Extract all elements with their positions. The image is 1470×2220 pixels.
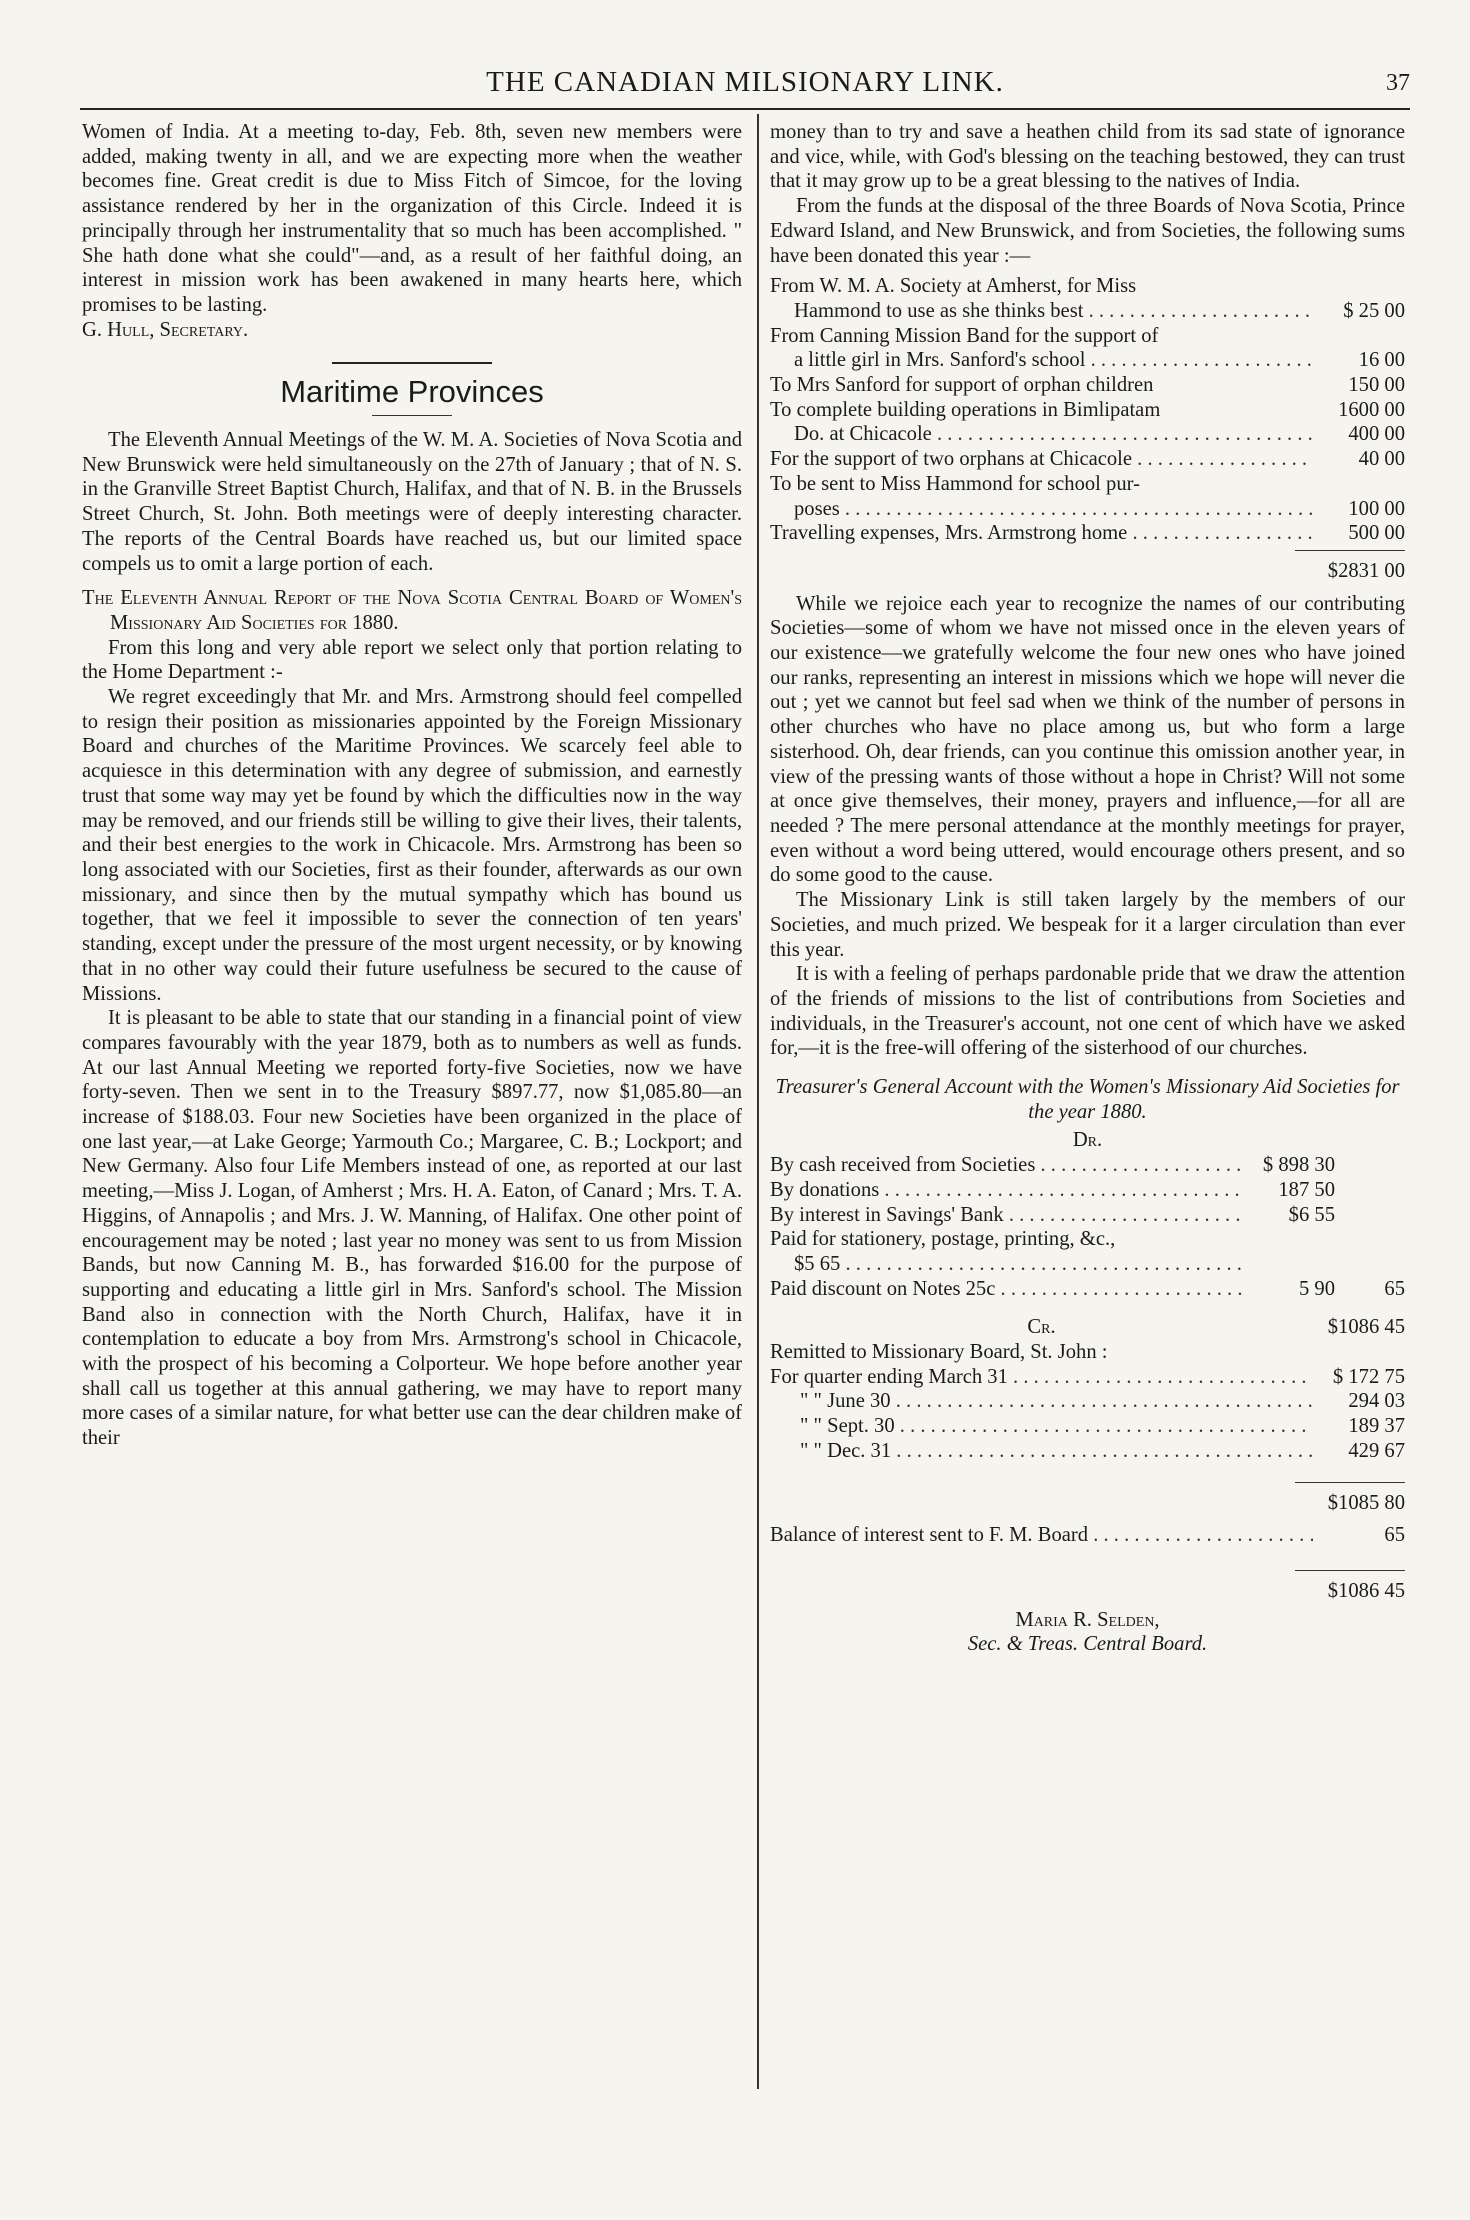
paragraph-report-intro: From this long and very able report we select only that portion relating to the Home Department :- xyxy=(82,636,742,684)
donation-row: poses . . . 100 00 xyxy=(770,497,1405,522)
debit-row: By interest in Savings' Bank . . . $6 55 xyxy=(770,1203,1405,1228)
grand-total: $1086 45 xyxy=(1327,1579,1405,1602)
running-title: THE CANADIAN MILSIONARY LINK. xyxy=(486,66,1004,98)
subtotal-rule xyxy=(1295,1482,1405,1483)
donation-row: To complete building operations in Bimlipatam 1600 00 xyxy=(770,398,1405,421)
debit-list xyxy=(770,1153,1405,1301)
donations-total: $2831 00 xyxy=(1327,559,1405,582)
quarters-list xyxy=(770,1365,1405,1464)
paragraph-rejoice: While we rejoice each year to recognize the names of our contributing Societies—some of whom we have not missed once in the eleven years of our existence—we gratefully welcome the four new ones who have joined our ranks, representing an interest in missions which we hope will never die out ; yet we cannot but feel sad when we think of the number of persons in other churches who have no place among us, but who form a large sisterhood. Oh, dear friends, can you continue this omission another year, in view of the pressing wants of those without a hope in Christ? Will not some at once give themselves, their money, prayers and influence,—for all are needed ? The mere personal attendance at the monthly meetings for prayer, even without a word being uttered, would encourage others present, and so do some good to the cause. xyxy=(770,592,1405,887)
donation-row: a little girl in Mrs. Sanford's school . . . 16 00 xyxy=(770,348,1405,373)
paragraph-money: money than to try and save a heathen child from its sad state of ignorance and vice, while, with God's blessing on the teaching bestowed, they can trust that it may grow up to be a great blessing to the natives of India. xyxy=(770,121,1405,193)
signature-secretary: G. Hull, Secretary. xyxy=(82,318,249,341)
quarter-row: " " Sept. 30 . . . 189 37 xyxy=(770,1414,1405,1439)
total-rule xyxy=(1295,550,1405,551)
donation-row: From Canning Mission Band for the support of xyxy=(770,324,1159,347)
page-header xyxy=(80,62,1410,108)
debit-row: Paid for stationery, postage, printing, &c., xyxy=(770,1228,1116,1251)
signer-name: Maria R. Selden, xyxy=(1015,1608,1160,1631)
paragraph-armstrong: We regret exceedingly that Mr. and Mrs. Armstrong should feel compelled to resign their position as missionaries appointed by the Foreign Missionary Board and churches of the Maritime Provinces. We scarcely feel able to acquiesce in this determination with any degree of submission, and earnestly trust that some way may yet be found by which the difficulties now in the way may be removed, and our friends still be willing to give their lives, their talents, and their best energies to the work in Chicacole. Mrs. Armstrong has been so long associated with our Societies, first as their founder, afterwards as our own missionary, and since then by the mutual sympathy which has bound us together, that we feel it impossible to sever the connection of ten years' standing, except under the pressure of the most urgent necessity, or by knowing that in no other way could their future usefulness be secured to the cause of Missions. xyxy=(82,686,742,1005)
balance-row: Balance of interest sent to F. M. Board . . . 65 xyxy=(770,1523,1405,1548)
paragraph-financial: It is pleasant to be able to state that our standing in a financial point of view compares favourably with the year 1879, both as to numbers as well as funds. At our last Annual Meeting we reported forty-five Societies, now we have forty-seven. Then we sent in to the Treasury $897.77, now $1,085.80—an increase of $188.03. Four new Societies have been organized in the place of one last year,—at Lake George; Yarmouth Co.; Margaree, C. B.; Lockport; and New Germany. Also four Life Members instead of one, as reported at our last meeting,—Miss J. Logan, of Amherst ; Mrs. H. A. Eaton, of Canard ; Mrs. T. A. Higgins, of Annapolis ; and Mrs. J. W. Manning, of Halifax. One other point of encouragement may be noted ; last year no money was sent to us from Mission Bands, but now Canning M. B., has forwarded $16.00 for the purpose of supporting and educating a little girl in Mrs. Sanford's school. The Mission Band also in connection with the North Church, Halifax, have it in contemplation to educate a boy from Mrs. Armstrong's school in Chicacole, with the prospect of his becoming a Colporteur. We hope before another year shall call us together at this annual gathering, we may have to report many more cases of a similar nature, for what better use can the dear children make of their xyxy=(82,1007,742,1450)
debit-row: $5 65 . . . xyxy=(770,1252,1405,1277)
donation-row: To be sent to Miss Hammond for school pur- xyxy=(770,472,1140,495)
section-ornament xyxy=(332,362,492,364)
donation-row: From W. M. A. Society at Amherst, for Miss xyxy=(770,275,1137,298)
debit-row: By cash received from Societies . . . $ 898 30 xyxy=(770,1153,1405,1178)
donation-row: Do. at Chicacole . . . 400 00 xyxy=(770,422,1405,447)
signer-title: Sec. & Treas. Central Board. xyxy=(967,1633,1208,1656)
paragraph-missionary-link: The Missionary Link is still taken largely by the members of our Societies, and much prized. We bespeak for it a larger circulation than ever this year. xyxy=(770,889,1405,961)
right-column xyxy=(770,120,1405,1657)
debit-row: By donations . . . 187 50 xyxy=(770,1178,1405,1203)
cr-subtotal: $1085 80 xyxy=(1327,1491,1405,1514)
section-title: Maritime Provinces xyxy=(280,374,544,410)
quarter-row: " " Dec. 31 . . . 429 67 xyxy=(770,1439,1405,1464)
column-divider xyxy=(757,114,759,2089)
donation-row: To Mrs Sanford for support of orphan children 150 00 xyxy=(770,374,1405,397)
remitted-label: Remitted to Missionary Board, St. John : xyxy=(770,1341,1108,1364)
quarter-row: " " June 30 . . . 294 03 xyxy=(770,1389,1405,1414)
cr-total-top: $1086 45 xyxy=(1327,1316,1405,1339)
page-number: 37 xyxy=(1386,70,1410,96)
short-rule xyxy=(372,415,452,416)
donation-row: Travelling expenses, Mrs. Armstrong home . . . 500 00 xyxy=(770,521,1405,546)
donation-row: Hammond to use as she thinks best . . . $ 25 00 xyxy=(770,299,1405,324)
report-title: The Eleventh Annual Report of the Nova Scotia Central Board of Women's Missionary Aid Societies for 1880. xyxy=(82,587,742,634)
donations-list xyxy=(770,274,1405,546)
cr-heading: Cr. xyxy=(1027,1316,1056,1339)
paragraph-funds: From the funds at the disposal of the three Boards of Nova Scotia, Prince Edward Island, and New Brunswick, and from Societies, the following sums have been donated this year :— xyxy=(770,195,1405,267)
account-title: Treasurer's General Account with the Women's Missionary Aid Societies for the year 1880. xyxy=(775,1076,1400,1123)
paragraph-pride: It is with a feeling of perhaps pardonable pride that we draw the attention of the friends of missions to the list of contributions from Societies and individuals, in the Treasurer's account, not one cent of which have we asked for,—it is the free-will offering of the sisterhood of our churches. xyxy=(770,963,1405,1060)
header-rule xyxy=(80,108,1410,110)
grand-total-rule xyxy=(1295,1570,1405,1571)
donation-row: For the support of two orphans at Chicacole . . . 40 00 xyxy=(770,447,1405,472)
left-column xyxy=(82,120,742,1451)
paragraph-annual-meetings: The Eleventh Annual Meetings of the W. M. A. Societies of Nova Scotia and New Brunswick were held simultaneously on the 27th of January ; that of N. S. in the Granville Street Baptist Church, Halifax, and that of N. B. in the Brussels Street Church, St. John. Both meetings were of deeply interesting character. The reports of the Central Boards have reached us, but our limited space compels us to omit a large portion of each. xyxy=(82,429,742,575)
debit-row: Paid discount on Notes 25c . . . 5 90 65 xyxy=(770,1277,1405,1302)
dr-heading: Dr. xyxy=(1072,1129,1103,1152)
credit-heading-row xyxy=(770,1315,1405,1340)
paragraph-women-of-india: Women of India. At a meeting to-day, Feb. 8th, seven new members were added, making twenty in all, and we are expecting more when the weather becomes fine. Great credit is due to Miss Fitch of Simcoe, for the loving assistance rendered by her in the organization of this Circle. Indeed it is principally through her instrumentality that so much has been accomplished. " She hath done what she could"—and, as a result of her faithful doing, an interest in mission work has been awakened in many hearts here, which promises to be lasting. xyxy=(82,121,742,316)
quarter-row: For quarter ending March 31 . . . $ 172 75 xyxy=(770,1365,1405,1390)
